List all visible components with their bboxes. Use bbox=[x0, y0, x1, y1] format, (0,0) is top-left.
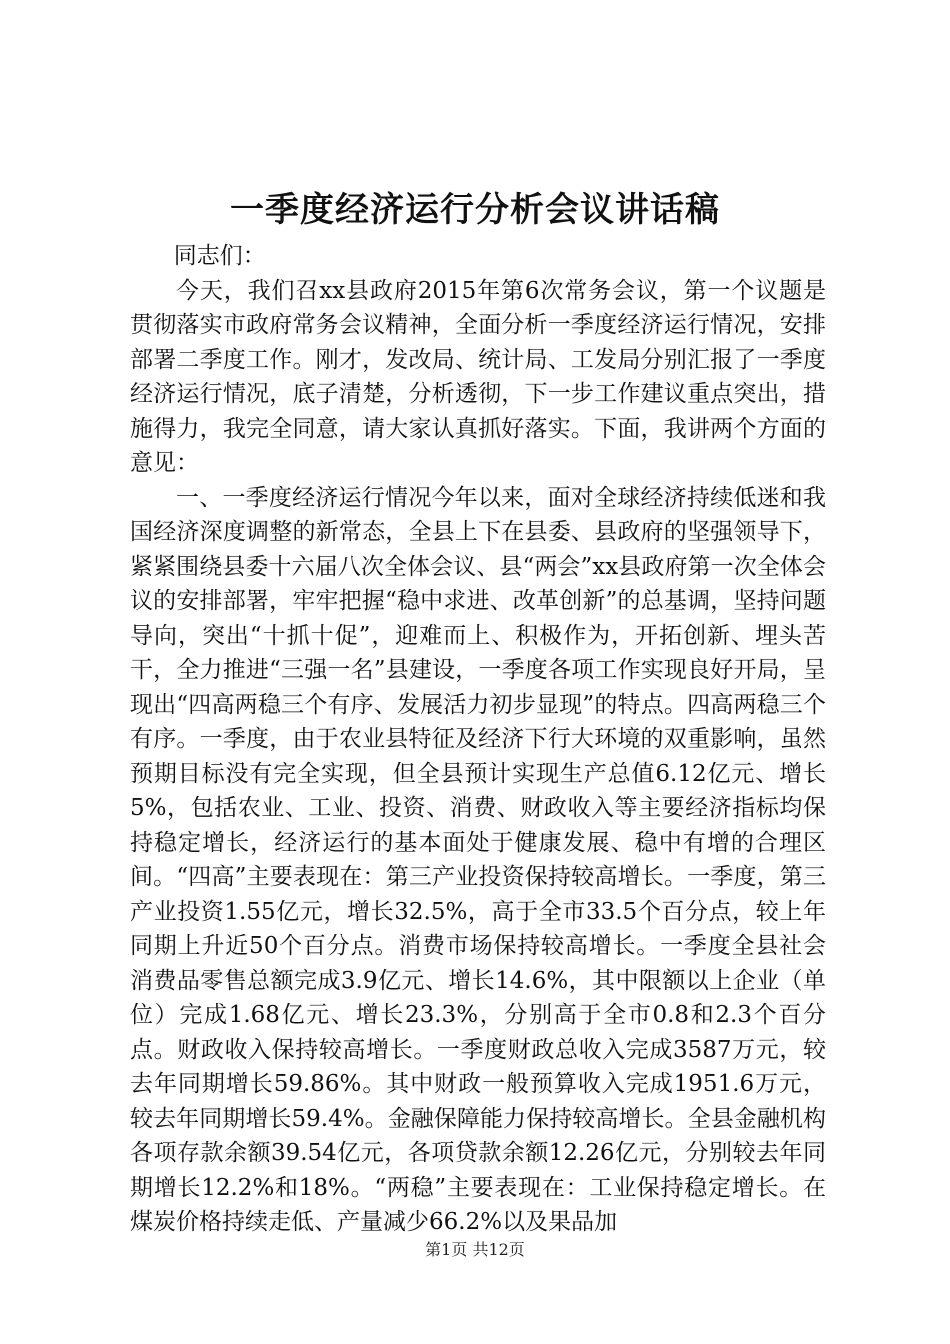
salutation: 同志们： bbox=[173, 243, 266, 269]
paragraph-economic-situation: 一、一季度经济运行情况今年以来，面对全球经济持续低迷和我国经济深度调整的新常态，全县上下在县委、县政府的坚强领导下，紧紧围绕县委十六届八次全体会议、县“两会”xx县政府第一次全体会议的安排部署，牢牢把握“稳中求进、改革创新”的总基调，坚持问题导向，突出“十抓十促”，迎难而上、积极作为，开拓创新、埋头苦干，全力推进“三强一名”县建设，一季度各项工作实现良好开局，呈现出“四高两稳三个有序、发展活力初步显现”的特点。四高两稳三个有序。一季度，由于农业县特征及经济下行大环境的双重影响，虽然预期目标没有完全实现，但全县预计实现生产总值6.12亿元、增长5%，包括农业、工业、投资、消费、财政收入等主要经济指标均保持稳定增长，经济运行的基本面处于健康发展、稳中有增的合理区间。“四高”主要表现在：第三产业投资保持较高增长。一季度，第三产业投资1.55亿元，增长32.5%，高于全市33.5个百分点，较上年同期上升近50个百分点。消费市场保持较高增长。一季度全县社会消费品零售总额完成3.9亿元、增长14.6%，其中限额以上企业（单位）完成1.68亿元、增长23.3%，分别高于全市0.8和2.3个百分点。财政收入保持较高增长。一季度财政总收入完成3587万元，较去年同期增长59.86%。其中财政一般预算收入完成1951.6万元，较去年同期增长59.4%。金融保障能力保持较高增长。全县金融机构各项存款余额39.54亿元，各项贷款余额12.26亿元，分别较去年同期增长12.2%和18%。“两稳”主要表现在：工业保持稳定增长。在煤炭价格持续走低、产量减少66.2%以及果品加 bbox=[130, 484, 826, 1235]
document-title: 一季度经济运行分析会议讲话稿 bbox=[230, 190, 720, 230]
document-body bbox=[130, 239, 826, 1240]
page-number-footer: 第1页 共12页 bbox=[425, 1240, 525, 1259]
paragraph-opening: 今天，我们召xx县政府2015年第6次常务会议，第一个议题是贯彻落实市政府常务会议精神，全面分析一季度经济运行情况，安排部署二季度工作。刚才，发改局、统计局、工发局分别汇报了一季度经济运行情况，底子清楚，分析透彻，下一步工作建议重点突出，措施得力，我完全同意，请大家认真抓好落实。下面，我讲两个方面的意见： bbox=[130, 277, 826, 476]
